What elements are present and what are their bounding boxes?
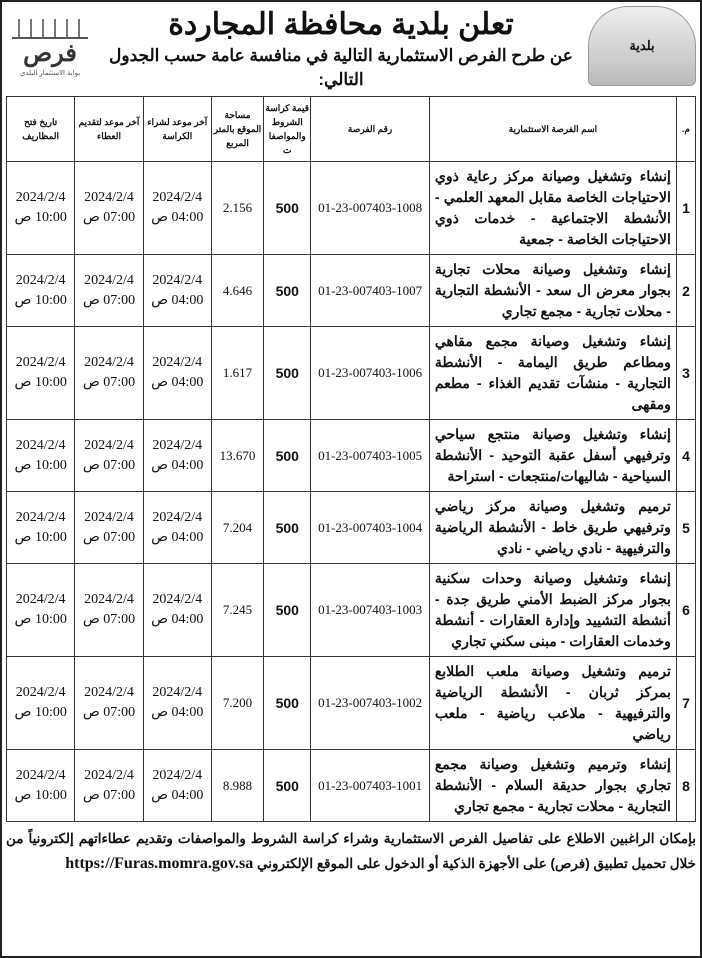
submit-deadline: 2024/2/4 07:00 ص (75, 564, 143, 657)
logo-text: بلدية (629, 38, 655, 53)
booklet-value: 500 (264, 750, 311, 822)
furas-logo (6, 6, 94, 92)
opening-date: 2024/2/4 10:00 ص (7, 420, 75, 492)
site-area: 4.646 (211, 255, 263, 327)
opportunity-name: إنشاء وتشغيل وصيانة محلات تجارية بجوار معرض ال سعد - الأنشطة التجارية - محلات تجارية - مجمع تجاري (429, 255, 676, 327)
booklet-value: 500 (264, 327, 311, 420)
booklet-value: 500 (264, 657, 311, 750)
table-row (7, 750, 696, 822)
site-area: 7.245 (211, 564, 263, 657)
opportunity-number: 01-23-007403-1001 (311, 750, 430, 822)
col-buy-deadline: آخر موعد لشراء الكراسة (143, 97, 211, 162)
buy-deadline: 2024/2/4 04:00 ص (143, 657, 211, 750)
row-index: 6 (676, 564, 695, 657)
row-index: 1 (676, 162, 695, 255)
col-number: رقم الفرصة (311, 97, 430, 162)
table-row (7, 420, 696, 492)
submit-deadline: 2024/2/4 07:00 ص (75, 750, 143, 822)
page-title: تعلن بلدية محافظة المجاردة (168, 8, 514, 41)
submit-deadline: 2024/2/4 07:00 ص (75, 657, 143, 750)
submit-deadline: 2024/2/4 07:00 ص (75, 420, 143, 492)
opportunity-number: 01-23-007403-1008 (311, 162, 430, 255)
table-row (7, 564, 696, 657)
table-header (7, 97, 696, 162)
site-area: 1.617 (211, 327, 263, 420)
table-row (7, 255, 696, 327)
opportunity-name: إنشاء وتشغيل وصيانة مركز رعاية ذوي الاحتياجات الخاصة مقابل المعهد العلمي - الأنشطة الاجتماعية - خدمات ذوي الاحتياجات الخاصة - جمعية (429, 162, 676, 255)
opportunity-name: إنشاء وتشغيل وصيانة وحدات سكنية بجوار مركز الضبط الأمني طريق جدة - أنشطة التشييد وإدارة العقارات - أنشطة وخدمات العقارات - مبنى سكني تجاري (429, 564, 676, 657)
table-row (7, 492, 696, 564)
col-submit-deadline: آخر موعد لتقديم العطاء (75, 97, 143, 162)
submit-deadline: 2024/2/4 07:00 ص (75, 162, 143, 255)
municipality-logo (588, 6, 696, 86)
opportunity-number: 01-23-007403-1004 (311, 492, 430, 564)
opening-date: 2024/2/4 10:00 ص (7, 255, 75, 327)
col-name: اسم الفرصة الاستثمارية (429, 97, 676, 162)
site-area: 2.156 (211, 162, 263, 255)
header (6, 2, 696, 96)
buy-deadline: 2024/2/4 04:00 ص (143, 492, 211, 564)
page-subtitle: عن طرح الفرص الاستثمارية التالية في منافسة عامة حسب الجدول التالي: (109, 46, 573, 89)
row-index: 3 (676, 327, 695, 420)
opportunity-number: 01-23-007403-1005 (311, 420, 430, 492)
opportunity-name: إنشاء وترميم وتشغيل وصيانة مجمع تجاري بجوار حديقة السلام - الأنشطة التجارية - محلات تجارية - مجمع تجاري (429, 750, 676, 822)
row-index: 8 (676, 750, 695, 822)
submit-deadline: 2024/2/4 07:00 ص (75, 255, 143, 327)
opening-date: 2024/2/4 10:00 ص (7, 564, 75, 657)
opportunities-table (6, 96, 696, 822)
booklet-value: 500 (264, 162, 311, 255)
website-link[interactable]: https://Furas.momra.gov.sa (65, 855, 254, 872)
buy-deadline: 2024/2/4 04:00 ص (143, 162, 211, 255)
opportunity-number: 01-23-007403-1002 (311, 657, 430, 750)
buy-deadline: 2024/2/4 04:00 ص (143, 750, 211, 822)
table-row (7, 657, 696, 750)
opportunity-number: 01-23-007403-1003 (311, 564, 430, 657)
buy-deadline: 2024/2/4 04:00 ص (143, 255, 211, 327)
opportunity-number: 01-23-007403-1006 (311, 327, 430, 420)
row-index: 5 (676, 492, 695, 564)
opportunity-name: ترميم وتشغيل وصيانة مركز رياضي وترفيهي طريق خاط - الأنشطة الرياضية والترفيهية - نادي رياضي - نادي (429, 492, 676, 564)
opening-date: 2024/2/4 10:00 ص (7, 162, 75, 255)
footer-note (6, 826, 696, 876)
site-area: 13.670 (211, 420, 263, 492)
col-value: قيمة كراسة الشروط والمواصفات (264, 97, 311, 162)
submit-deadline: 2024/2/4 07:00 ص (75, 492, 143, 564)
row-index: 4 (676, 420, 695, 492)
submit-deadline: 2024/2/4 07:00 ص (75, 327, 143, 420)
opening-date: 2024/2/4 10:00 ص (7, 750, 75, 822)
logo-tagline: بوابة الاستثمار البلدي (19, 70, 81, 77)
header-text (100, 6, 582, 92)
opportunity-number: 01-23-007403-1007 (311, 255, 430, 327)
footer-text: بإمكان الراغبين الاطلاع على تفاصيل الفرص الاستثمارية وشراء كراسة الشروط والمواصفات وتقديم عطاءاتهم إلكترونياً من خلال تحميل تطبيق (فرص) على الأجهزة الذكية أو الدخول على الموقع الإلكتروني (6, 831, 696, 871)
opening-date: 2024/2/4 10:00 ص (7, 657, 75, 750)
table-row (7, 327, 696, 420)
opening-date: 2024/2/4 10:00 ص (7, 492, 75, 564)
row-index: 2 (676, 255, 695, 327)
row-index: 7 (676, 657, 695, 750)
table-row (7, 162, 696, 255)
opening-date: 2024/2/4 10:00 ص (7, 327, 75, 420)
col-index: م. (676, 97, 695, 162)
opportunity-name: إنشاء وتشغيل وصيانة مجمع مقاهي ومطاعم طريق اليمامة - الأنشطة التجارية - منشآت تقديم الغذاء - مطعم ومقهى (429, 327, 676, 420)
opportunity-name: ترميم وتشغيل وصيانة ملعب الطلابع بمركز ثربان - الأنشطة الرياضية والترفيهية - ملاعب رياضية - ملعب رياضي (429, 657, 676, 750)
col-opening-date: تاريخ فتح المظاريف (7, 97, 75, 162)
buy-deadline: 2024/2/4 04:00 ص (143, 564, 211, 657)
booklet-value: 500 (264, 492, 311, 564)
skyline-icon (12, 19, 88, 39)
logo-name: فرص (23, 40, 77, 67)
col-area: مساحة الموقع بالمتر المربع (211, 97, 263, 162)
site-area: 7.204 (211, 492, 263, 564)
booklet-value: 500 (264, 564, 311, 657)
site-area: 7.200 (211, 657, 263, 750)
site-area: 8.988 (211, 750, 263, 822)
buy-deadline: 2024/2/4 04:00 ص (143, 327, 211, 420)
booklet-value: 500 (264, 255, 311, 327)
buy-deadline: 2024/2/4 04:00 ص (143, 420, 211, 492)
opportunity-name: إنشاء وتشغيل وصيانة منتجع سياحي وترفيهي أسفل عقبة التوحيد - الأنشطة السياحية - شاليهات/منتجعات - استراحة (429, 420, 676, 492)
booklet-value: 500 (264, 420, 311, 492)
